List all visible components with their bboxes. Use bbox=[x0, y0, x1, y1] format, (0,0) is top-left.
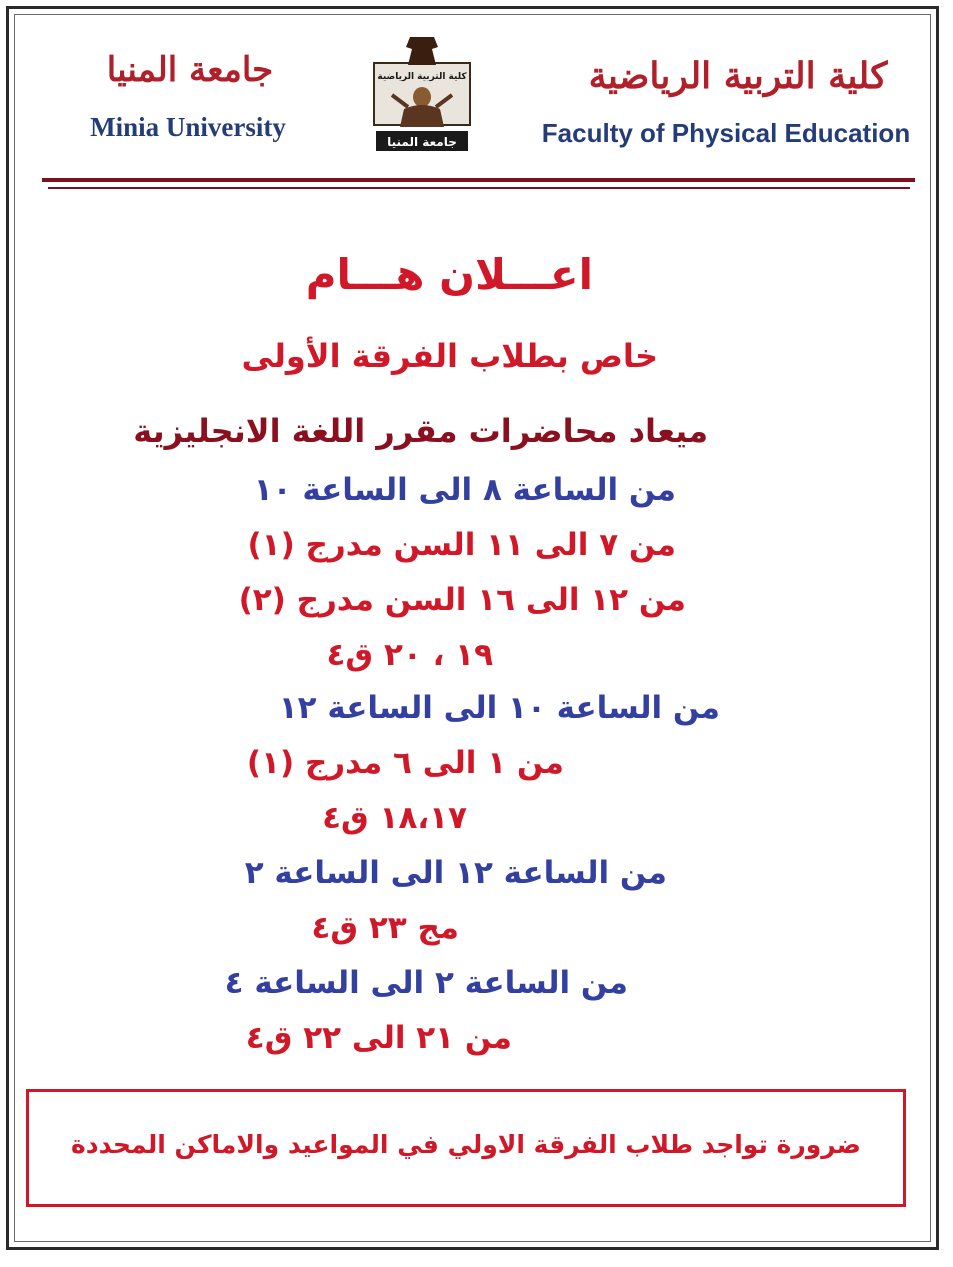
page-inner-border bbox=[14, 14, 931, 1242]
notice-text: ضرورة تواجد طلاب الفرقة الاولي في المواعيد والاماكن المحددة bbox=[71, 1130, 861, 1159]
faculty-name-english: Faculty of Physical Education bbox=[541, 118, 911, 148]
schedule-group-2: من ١ الى ٦ مدرج (١) bbox=[246, 745, 564, 781]
schedule-room-3: مج ٢٣ ق٤ bbox=[311, 910, 459, 946]
schedule-room-2: ١٨،١٧ ق٤ bbox=[322, 800, 467, 836]
university-name-english: Minia University bbox=[90, 112, 286, 142]
header-divider-thick bbox=[42, 178, 915, 182]
schedule-time-3: من الساعة ١٢ الى الساعة ٢ bbox=[244, 855, 667, 891]
schedule-group-1a: من ٧ الى ١١ السن مدرج (١) bbox=[247, 527, 676, 563]
announcement-subtitle: خاص بطلاب الفرقة الأولى bbox=[241, 337, 658, 375]
faculty-name-arabic: كلية التربية الرياضية bbox=[588, 55, 888, 97]
university-name-arabic: جامعة المنيا bbox=[106, 50, 274, 90]
schedule-room-4: من ٢١ الى ٢٢ ق٤ bbox=[245, 1020, 512, 1056]
schedule-group-1b: من ١٢ الى ١٦ السن مدرج (٢) bbox=[238, 582, 686, 618]
schedule-time-1: من الساعة ٨ الى الساعة ١٠ bbox=[253, 472, 676, 508]
announcement-title: اعـــلان هـــام bbox=[305, 250, 593, 299]
schedule-room-1: ١٩ ، ٢٠ ق٤ bbox=[326, 637, 493, 673]
logo-text-bottom: جامعة المنيا bbox=[387, 135, 457, 149]
notice-box bbox=[26, 1089, 906, 1207]
logo-text-top: كلية التربية الرياضية bbox=[377, 72, 467, 82]
faculty-logo bbox=[352, 35, 492, 155]
schedule-time-2: من الساعة ١٠ الى الساعة ١٢ bbox=[278, 690, 720, 726]
schedule-time-4: من الساعة ٢ الى الساعة ٤ bbox=[224, 965, 628, 1001]
header-divider-thin bbox=[48, 187, 910, 189]
logo-figure-head bbox=[413, 87, 431, 107]
announcement-heading: ميعاد محاضرات مقرر اللغة الانجليزية bbox=[133, 412, 708, 450]
logo-torch bbox=[406, 37, 438, 65]
